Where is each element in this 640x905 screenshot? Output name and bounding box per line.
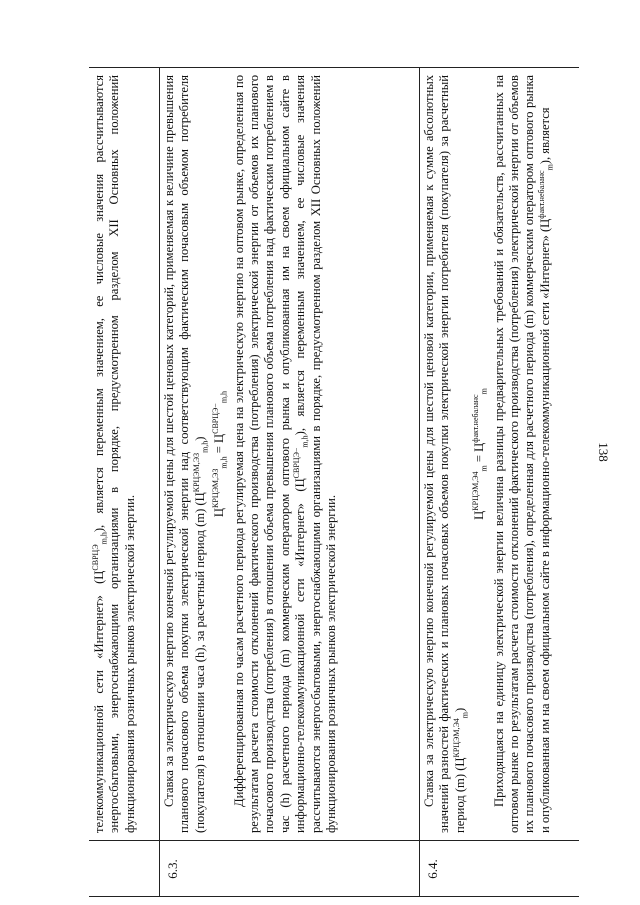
row-intro: Ставка за электрическую энергию конечной регулируемой цены для шестой ценовых категорий, применяемая к величине превышения планового почасового объема покупки электрической энергии над соответствующим фактическим почасовым объемом потребителя (покупателя) в отношении часа (h), за расчетный период (m) (Ц — [162, 75, 207, 833]
table-row — [89, 67, 160, 897]
table-row — [159, 67, 420, 897]
row-body-tail: ), является — [537, 107, 552, 165]
row-number: 6.4. — [425, 859, 440, 879]
formula: $Ц^{КРЦЭМ,ЭЗ}_{m,h} = Ц^{СВРЦЭ-}_{m,h}$ — [211, 390, 229, 518]
row-number-cell — [89, 840, 159, 897]
page-number: 138 — [596, 442, 611, 462]
row-number-cell — [419, 840, 579, 897]
row-number-cell — [159, 840, 419, 897]
row-body: Дифференцированная по часам расчетного периода регулируемая цена на электрическую энергию на оптовом рынке, определенная по результатам расчета стоимости отклонений фактического производства (потребления) электрической энергии от объемов их планового почасового производства (потребления) в отношении объема превышения планового объема потребления над фактическим потреблением в час (h) расчетного периода (m) коммерческим оператором оптового рынка и опубликованная им на своем официальном сайте в информационно-телекоммуникационной сети «Интернет» (Ц — [231, 75, 308, 833]
row-text-cell: телекоммуникационной сети «Интернет» $(Ц^{СВРЦЭ}_{m,h})$, является переменным значением, ее числовые значения рассчитываются энергосбытовыми, энергоснабжающими организациями в порядке, предусмотренном разделом XII Основных положений функционирования розничных рынков электрической энергии. — [90, 75, 137, 833]
table-row — [419, 67, 579, 897]
row-text-cell: Ставка за электрическую энергию конечной регулируемой цены для шестой ценовых категорий, применяемая к величине превышения планового почасового объема покупки электрической энергии над соответствующим фактическим почасовым объемом потребителя (покупателя) в отношении часа (h), за расчетный период (m) $(Ц^{КРЦЭМ,ЭЗ}_{m,h})$ $Ц^{КРЦЭМ,ЭЗ}_{m,h} = Ц^{СВРЦЭ-}_{m,h}$ Дифференцированная по часам расчетного периода регулируемая цена на электрическую энергию на оптовом рынке, определенная по результатам расчета стоимости отклонений фактического производства (потребления) электрической энергии от объемов их планового почасового производства (потребления) в отношении объема превышения планового объема потребления над фактическим потреблением в час (h) расчетного периода (m) коммерческим оператором оптового рынка и опубликованная им на своем официальном сайте в информационно-телекоммуникационной сети «Интернет» $(Ц^{СВРЦЭ-}_{m,h})$, является переменным значением, ее числовые значения рассчитываются энергосбытовыми, энергоснабжающими организациями в порядке, предусмотренном разделом XII Основных положений функционирования розничных рынков электрической энергии. — [162, 75, 339, 833]
row-body-tail: ), является переменным значением, ее числовые значения рассчитываются энергосбытовыми, энергоснабжающими организациями в порядке, предусмотренном разделом XII Основных положений функционирования розничных рынков электрической энергии. — [293, 75, 339, 833]
row-body: Приходящаяся на единицу электрической энергии величина разницы предварительных требований и обязательств, рассчитанных на оптовом рынке по результатам расчета стоимости отклонений фактического производства (потребления) электрической энергии от объемов их планового почасового производства (потребления), определенная для расчетного периода (m) коммерческим оператором оптового рынка и опубликованная им на своем официальном сайте в информационно-телекоммуникационной сети «Интернет» (Ц — [491, 75, 552, 833]
row-text-cell: Ставка за электрическую энергию конечной регулируемой цены для шестой ценовой категории, применяемая к сумме абсолютных значений разностей фактических и плановых почасовых объемов покупки электрической энергии потребителя (покупателя) за расчетный период (m) $(Ц^{КРЦЭМ,Э4}_m)$ $Ц^{КРЦЭМ,Э4}_m = Ц^{факт.небаланс}_m$ Приходящаяся на единицу электрической энергии величина разницы предварительных требований и обязательств, рассчитанных на оптовом рынке по результатам расчета стоимости отклонений фактического производства (потребления) электрической энергии от объемов их планового почасового производства (потребления), определенная для расчетного периода (m) коммерческим оператором оптового рынка и опубликованная им на своем официальном сайте в информационно-телекоммуникационной сети «Интернет» $(Ц^{факт.небаланс}_m)$, является — [422, 75, 555, 833]
row-number: 6.3. — [165, 859, 180, 879]
row-text: ), является переменным значением, ее числовые значения рассчитываются энергосбытовыми, энергоснабжающими организациями в порядке, предусмотренном разделом XII Основных положений функционирования розничных рынков электрической энергии. — [92, 75, 137, 833]
row-text: телекоммуникационной сети «Интернет» (Ц — [92, 570, 106, 833]
rotated-table — [89, 67, 569, 897]
row-intro: Ставка за электрическую энергию конечной регулируемой цены для шестой ценовой категории, применяемая к сумме абсолютных значений разностей фактических и плановых почасовых объемов покупки электрической энергии потребителя (покупателя) за расчетный период (m) (Ц — [422, 75, 467, 833]
formula: $Ц^{КРЦЭМ,Э4}_m = Ц^{факт.небаланс}_m$ — [471, 388, 489, 520]
